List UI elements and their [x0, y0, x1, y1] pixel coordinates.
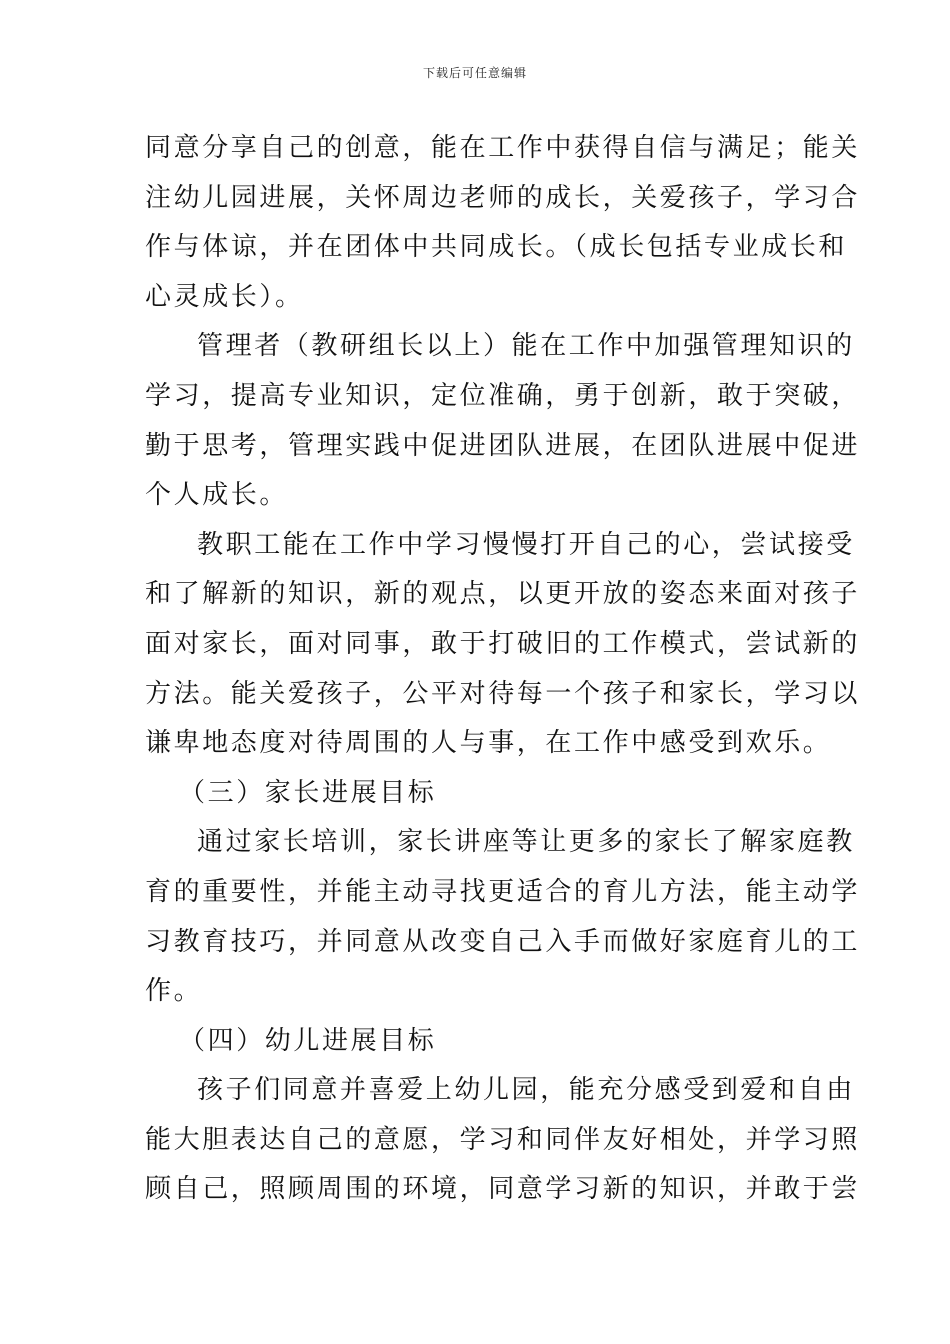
text-line: 和了解新的知识，新的观点，以更开放的姿态来面对孩子 — [145, 579, 861, 610]
text-line: 作。 — [145, 976, 203, 1007]
text-line: 勤于思考，管理实践中促进团队进展，在团队进展中促进 — [145, 430, 861, 461]
paragraph-start-line: 管理者（教研组长以上）能在工作中加强管理知识的 — [197, 331, 855, 362]
text-line: 谦卑地态度对待周围的人与事，在工作中感受到欢乐。 — [145, 728, 832, 759]
text-line: 同意分享自己的创意，能在工作中获得自信与满足；能关 — [145, 133, 861, 163]
text-line: 注幼儿园进展，关怀周边老师的成长，关爱孩子，学习合 — [145, 182, 861, 213]
paragraph-start-line: 孩子们同意并喜爱上幼儿园，能充分感受到爱和自由 — [197, 1075, 855, 1106]
text-line: 作与体谅，并在团体中共同成长。（成长包括专业成长和 — [145, 232, 848, 263]
text-line: 能大胆表达自己的意愿，学习和同伴友好相处，并学习照 — [145, 1124, 861, 1155]
text-line: 习教育技巧，并同意从改变自己入手而做好家庭育儿的工 — [145, 926, 861, 957]
text-line: 心灵成长）。 — [145, 281, 304, 312]
text-line: 面对家长，面对同事，敢于打破旧的工作模式，尝试新的 — [145, 628, 861, 659]
text-line: 顾自己，照顾周围的环境，同意学习新的知识，并敢于尝 — [145, 1174, 861, 1205]
paragraph-start-line: 教职工能在工作中学习慢慢打开自己的心，尝试接受 — [197, 529, 855, 560]
text-line: 个人成长。 — [145, 480, 289, 511]
page-header-note: 下载后可任意编辑 — [422, 66, 527, 80]
text-line: 学习，提高专业知识，定位准确，勇于创新，敢于突破， — [145, 380, 861, 411]
section-heading-parents: （三）家长进展目标 — [179, 777, 437, 808]
text-line: 方法。能关爱孩子，公平对待每一个孩子和家长，学习以 — [145, 678, 861, 709]
document-body — [145, 124, 861, 1215]
section-heading-children: （四）幼儿进展目标 — [179, 1025, 437, 1056]
paragraph-start-line: 通过家长培训，家长讲座等让更多的家长了解家庭教 — [197, 827, 855, 858]
text-line: 育的重要性，并能主动寻找更适合的育儿方法，能主动学 — [145, 876, 861, 907]
